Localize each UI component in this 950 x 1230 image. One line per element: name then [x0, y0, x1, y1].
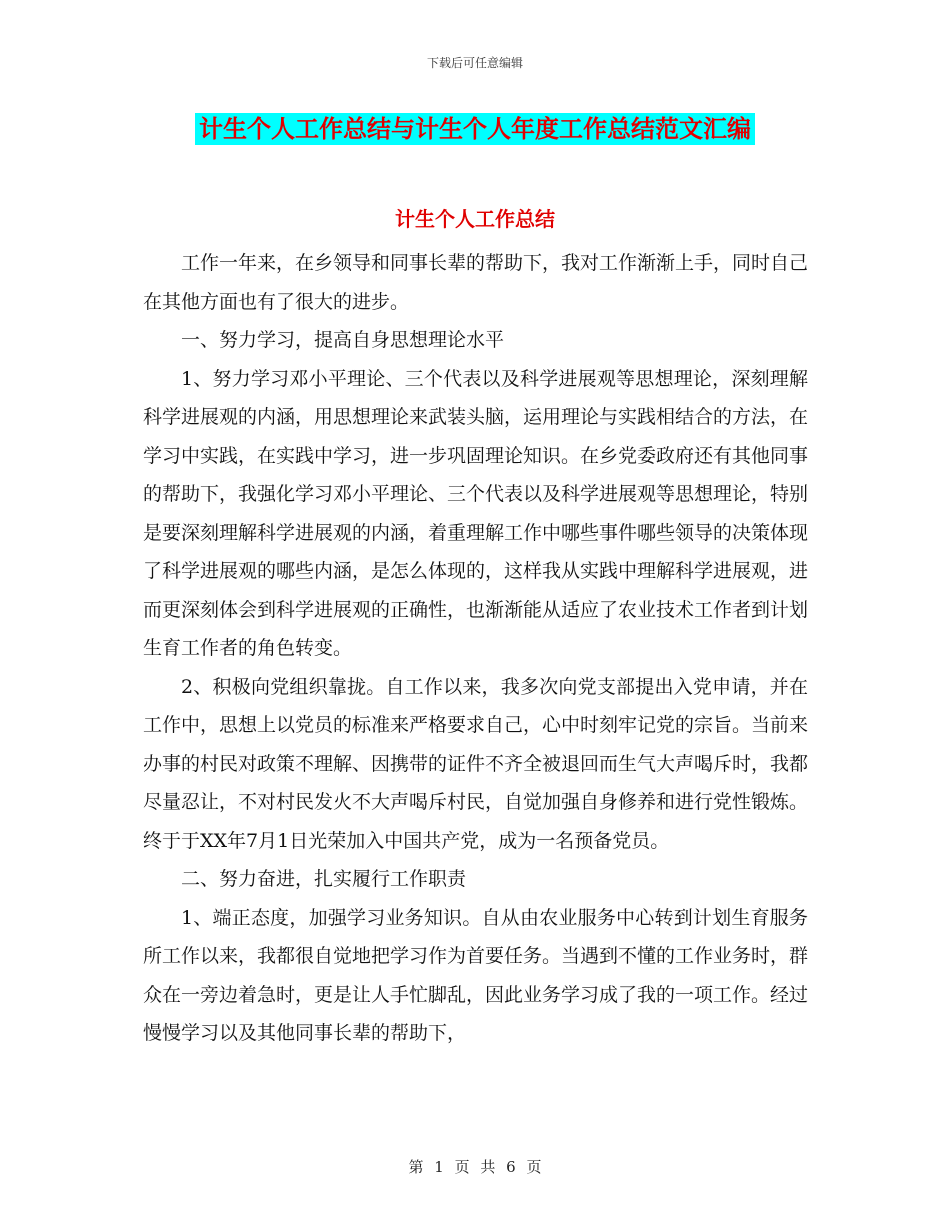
document-body: [143, 244, 808, 1053]
paragraph-intro: 工作一年来，在乡领导和同事长辈的帮助下，我对工作渐渐上手，同时自己在其他方面也有了很大的进步。: [143, 252, 809, 313]
document-title: 计生个人工作总结与计生个人年度工作总结范文汇编: [195, 113, 755, 145]
paragraph-theory-study: 1、努力学习邓小平理论、三个代表以及科学进展观等思想理论，深刻理解科学进展观的内涵，用思想理论来武装头脑，运用理论与实践相结合的方法，在学习中实践，在实践中学习，进一步巩固理论知识。在乡党委政府还有其他同事的帮助下，我强化学习邓小平理论、三个代表以及科学进展观等思想理论，特别是要深刻理解科学进展观的内涵，着重理解工作中哪些事件哪些领导的决策体现了科学进展观的哪些内涵，是怎么体现的，这样我从实践中理解科学进展观，进而更深刻体会到科学进展观的正确性，也渐渐能从适应了农业技术工作者到计划生育工作者的角色转变。: [143, 367, 809, 659]
section-title: 计生个人工作总结: [395, 207, 555, 231]
paragraph-party: 2、积极向党组织靠拢。自工作以来，我多次向党支部提出入党申请，并在工作中，思想上以党员的标准来严格要求自己，心中时刻牢记党的宗旨。当前来办事的村民对政策不理解、因携带的证件不齐全被退回而生气大声喝斥时，我都尽量忍让，不对村民发火不大声喝斥村民，自觉加强自身修养和进行党性锻炼。终于于XX年7月1日光荣加入中国共产党，成为一名预备党员。: [143, 675, 809, 852]
heading-study: 一、努力学习，提高自身思想理论水平: [181, 329, 505, 351]
header-note: 下载后可任意编辑: [426, 56, 523, 70]
page-footer: 第 1 页 共 6 页: [408, 1158, 542, 1176]
heading-duties: 二、努力奋进，扎实履行工作职责: [181, 868, 467, 890]
paragraph-attitude: 1、端正态度，加强学习业务知识。自从由农业服务中心转到计划生育服务所工作以来，我都很自觉地把学习作为首要任务。当遇到不懂的工作业务时，群众在一旁边着急时，更是让人手忙脚乱，因此业务学习成了我的一项工作。经过慢慢学习以及其他同事长辈的帮助下，: [143, 906, 809, 1044]
